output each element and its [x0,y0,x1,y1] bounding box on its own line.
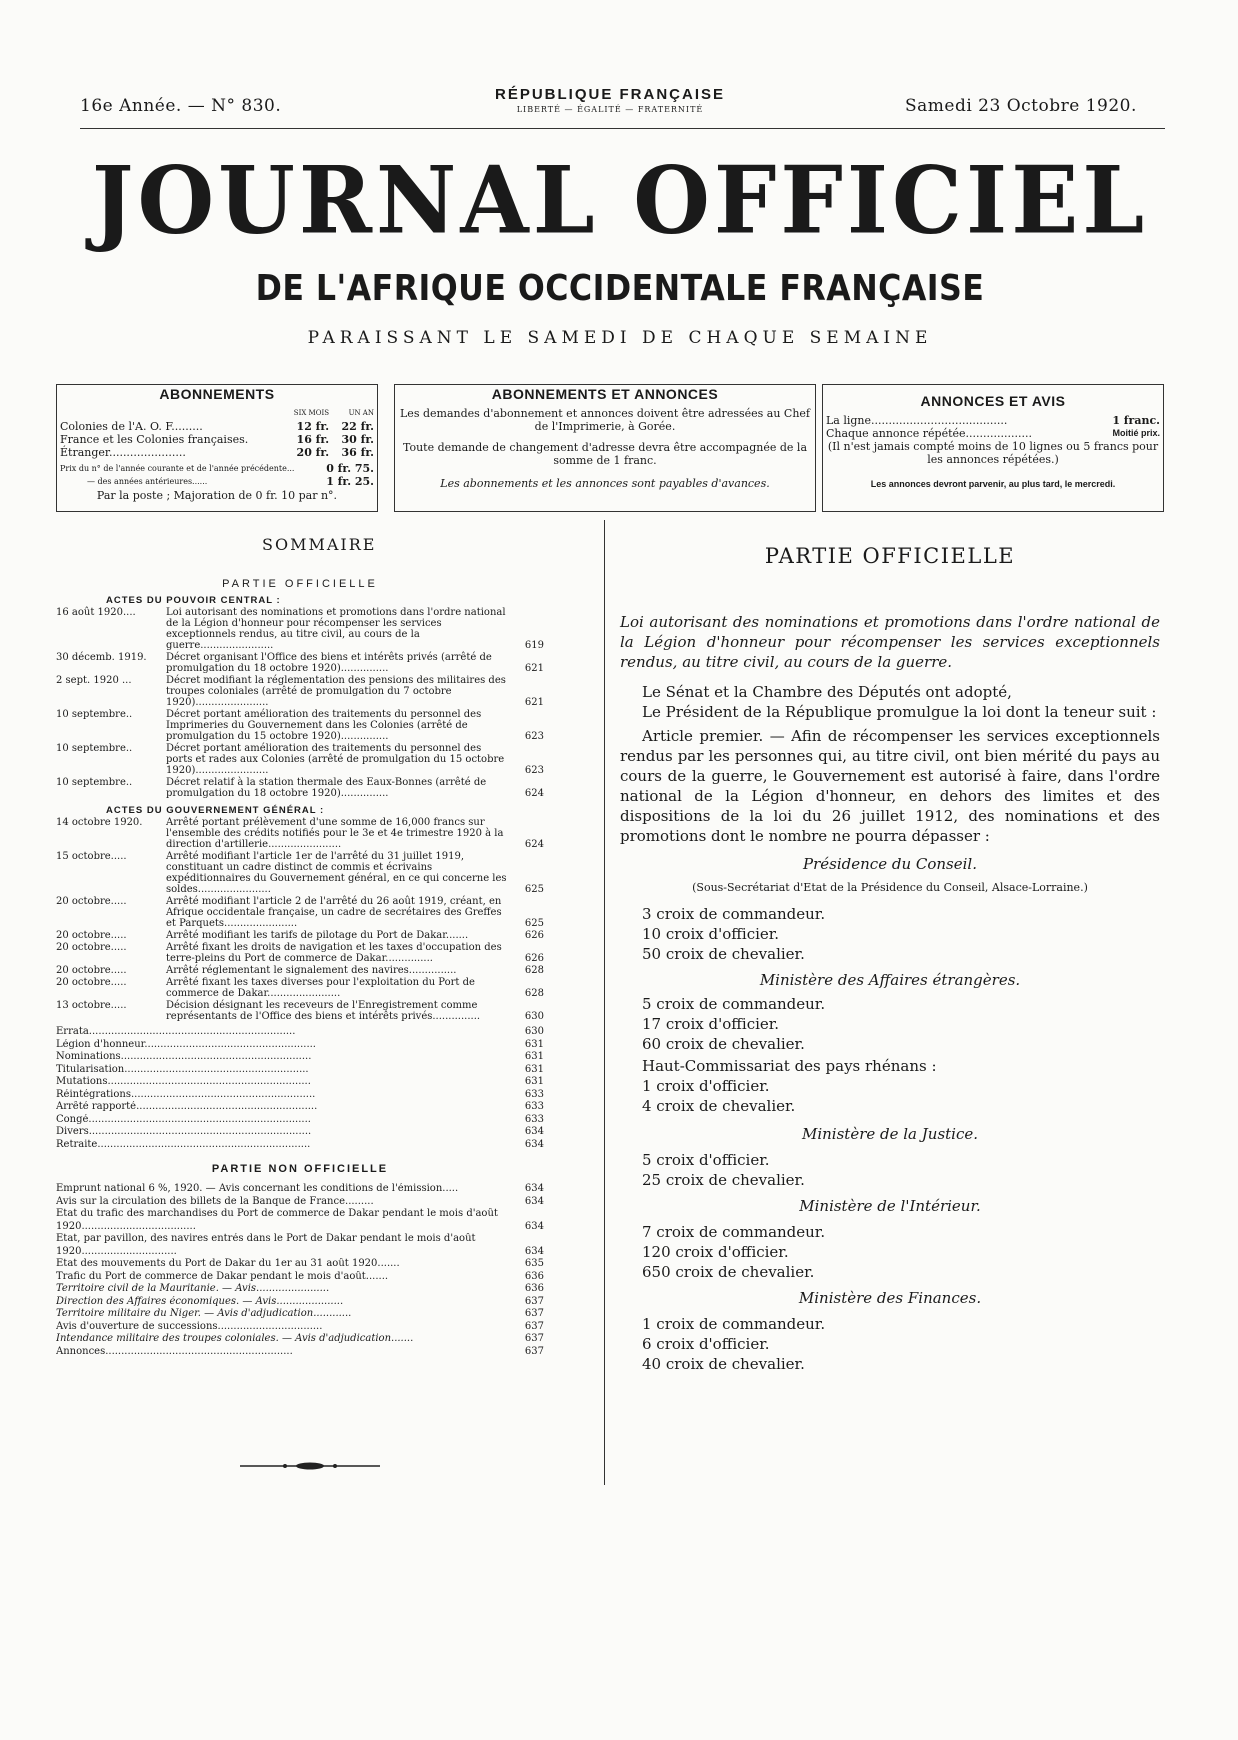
affaires-croix-list [620,994,1160,1054]
abonnements-annonces-box [394,384,816,512]
croix-item: 1 croix de commandeur. [642,1315,826,1333]
croix-item: 17 croix d'officier. [642,1015,780,1033]
rubrique-page: 637 [524,1308,544,1319]
sommaire-entry [56,851,544,895]
justice-croix-list [620,1150,1160,1190]
tarif-row: Étranger...................... 20 fr. 36 fr. [60,446,374,459]
delai-note: Les annonces devront parvenir, au plus tard, le mercredi. [870,479,1116,489]
sommaire-entry [56,977,544,999]
croix-item: 50 croix de chevalier. [642,945,805,963]
affaires-etrangeres-heading: Ministère des Affaires étrangères. [759,971,1021,989]
tarif-row: France et les Colonies françaises. 16 fr. 30 fr. [60,433,374,446]
rubrique-page: 633 [524,1088,544,1100]
entry-date: 20 octobre..... [56,977,127,988]
rubrique-text: Etat, par pavillon, des navires entrés dans le Port de Dakar pendant le mois d'août 1920.............................. [56,1233,476,1257]
sommaire-rubrique [56,1101,544,1114]
col-un-an: UN AN [348,409,374,417]
presidence-heading: Présidence du Conseil. [803,855,977,873]
sommaire-rubrique [56,1208,544,1233]
abonnements-annonces-heading: ABONNEMENTS ET ANNONCES [491,386,719,402]
entry-page: 628 [524,965,544,976]
entry-date: 10 septembre.. [56,743,133,754]
rubrique-text: Territoire civil de la Mauritanie. — Avis....................... [56,1283,330,1294]
entry-text: Loi autorisant des nominations et promotions dans l'ordre national de la Légion d'honneur pour récompenser les services exceptionnels rendus, au titre civil, au cours de la guerre....................... [166,607,506,651]
rubrique-page: 631 [524,1076,544,1087]
article-premier: Article premier. — Afin de récompenser les services exceptionnels rendus par les personnes qui, au titre civil, ont bien mérité du pays au cours de la guerre, le Gouvernement est autorisé à faire, dans l'ordre national de la Légion d'honneur, en dehors des limites et des dispositions de la loi du 26 juillet 1912, des nominations et des promotions dont le nombre ne pourra dépasser : [620,727,1160,845]
croix-item: 5 croix d'officier. [642,1151,770,1169]
rubrique-page: 637 [524,1295,544,1307]
entry-date: 20 octobre..... [56,930,127,941]
sommaire-rubrique [56,1076,544,1089]
journal-subtitle: DE L'AFRIQUE OCCIDENTALE FRANÇAISE [255,268,985,309]
rubrique-text: Divers...................................................................... [56,1126,312,1137]
finances-croix-list [620,1314,1160,1374]
loi-title: Loi autorisant des nominations et promotions dans l'ordre national de la Légion d'honneur pour récompenser les services exceptionnels rendus, au titre civil, au cours de la guerre. [620,613,1160,671]
actes-central-heading: ACTES DU POUVOIR CENTRAL : [106,595,281,606]
sommaire-rubrique [56,1196,544,1209]
entry-date: 20 octobre..... [56,942,127,953]
central-list [56,607,544,799]
rubrique-text: Intendance militaire des troupes coloniales. — Avis d'adjudication....... [56,1333,414,1344]
entry-page: 624 [524,788,544,799]
partie-officielle-title: PARTIE OFFICIELLE [764,544,1016,568]
sommaire-entry [56,965,544,976]
entry-date: 10 septembre.. [56,777,133,788]
rubrique-page: 634 [524,1183,544,1194]
prix-table [57,462,377,488]
ligne-value: 1 franc. [1112,414,1160,427]
rubrique-page: 635 [524,1258,544,1269]
rubrique-text: Annonces........................................................... [56,1345,293,1357]
presidence-croix-list [620,904,1160,964]
sommaire-entry [56,942,544,964]
loi-text-block [620,612,1160,1374]
sommaire-rubrique [56,1064,544,1077]
sommaire-title: SOMMAIRE [262,535,377,554]
croix-item: 4 croix de chevalier. [642,1097,796,1115]
croix-item: 7 croix de commandeur. [642,1223,826,1241]
entry-text: Décret organisant l'Office des biens et intérêts privés (arrêté de promulgation du 18 octobre 1920)............... [166,652,492,674]
abonnements-heading: ABONNEMENTS [159,386,275,402]
rubrique-text: Retraite................................................................... [56,1138,311,1150]
croix-item: 5 croix de commandeur. [642,995,826,1013]
entry-text: Arrêté fixant les droits de navigation et les taxes d'occupation des terre-pleins du Port de commerce de Dakar............... [166,942,502,964]
issue-date: Samedi 23 Octobre 1920. [905,96,1137,116]
sommaire-rubrique [56,1026,544,1039]
prix-anterieur-label: — des années antérieures...... [87,477,208,486]
rubrique-page: 634 [524,1126,544,1137]
croix-item: 10 croix d'officier. [642,925,780,943]
repetee-value: Moitié prix. [1112,428,1160,438]
actes-general-heading: ACTES DU GOUVERNEMENT GÉNÉRAL : [106,805,325,816]
entry-page: 623 [524,765,544,776]
rubrique-text: Direction des Affaires économiques. — Avis..................... [56,1295,344,1307]
entry-date: 20 octobre..... [56,965,127,976]
rubrique-text: Trafic du Port de commerce de Dakar pendant le mois d'août....... [56,1270,389,1282]
sous-secretariat-heading: (Sous-Secrétariat d'Etat de la Présidence du Conseil, Alsace-Lorraine.) [692,881,1088,894]
header-rule [80,128,1165,129]
entry-text: Décret portant amélioration des traitements du personnel des Imprimeries du Gouvernement dans les Colonies (arrêté de promulgation du 15 octobre 1920)............... [166,709,482,742]
changement-adresse-text: Toute demande de changement d'adresse devra être accompagnée de la somme de 1 franc. [402,441,808,467]
entry-text: Décret modifiant la réglementation des pensions des militaires des troupes coloniales (arrêté de promulgation du 7 octobre 1920)....................... [166,675,506,708]
rubrique-page: 634 [524,1245,544,1257]
entry-date: 10 septembre.. [56,709,133,720]
annonces-avis-heading: ANNONCES ET AVIS [920,393,1066,409]
entry-date: 14 octobre 1920. [56,817,143,828]
rubrique-page: 634 [524,1220,544,1232]
entry-page: 621 [524,663,544,674]
rubrique-page: 633 [524,1101,544,1112]
abonnements-box [56,384,378,512]
col-six-mois: SIX MOIS [293,409,330,417]
croix-item: 120 croix d'officier. [642,1243,789,1261]
sommaire-rubrique [56,1039,544,1052]
republique-label: RÉPUBLIQUE FRANÇAISE [494,86,725,103]
prix-courant-value: 0 fr. 75. [326,462,374,475]
annonces-avis-box [822,384,1164,512]
sommaire-entry [56,709,544,742]
croix-item: 6 croix d'officier. [642,1335,770,1353]
rubrique-text: Titularisation.......................................................... [56,1063,309,1075]
annonces-tarif-table [823,414,1163,440]
entry-page: 628 [524,988,544,999]
rubrique-text: Légion d'honneur...................................................... [56,1038,316,1050]
entry-page: 624 [524,839,544,850]
rubrique-text: Errata................................................................. [56,1026,296,1037]
adresse-text: Les demandes d'abonnement et annonces doivent être adressées au Chef de l'Imprimerie, à Gorée. [400,407,810,433]
rubriques-list [56,1026,544,1151]
rubrique-text: Mutations................................................................ [56,1076,311,1087]
interieur-croix-list [620,1222,1160,1282]
entry-text: Arrêté fixant les taxes diverses pour l'exploitation du Port de commerce de Dakar....................... [166,977,475,999]
sommaire-rubrique [56,1183,544,1196]
ligne-label: La ligne....................................... [826,414,1008,427]
republique-block [450,86,770,114]
rubrique-page: 637 [524,1333,544,1344]
sommaire-entry [56,743,544,776]
non-officielle-list [56,1183,544,1358]
sommaire-entry [56,777,544,799]
sommaire-entry [56,896,544,929]
sommaire-entry [56,675,544,708]
entry-page: 621 [524,697,544,708]
prix-courant-label: Prix du n° de l'année courante et de l'année précédente... [60,464,295,473]
rubrique-page: 634 [524,1138,544,1150]
justice-heading: Ministère de la Justice. [801,1125,979,1143]
entry-text: Arrêté modifiant l'article 1er de l'arrêté du 31 juillet 1919, constituant un cadre distinct de commis et écrivains expéditionnaires du Gouvernement général, en ce qui concerne les soldes....................... [166,851,507,895]
sommaire-rubrique [56,1089,544,1102]
sommaire-entry [56,817,544,850]
entry-text: Arrêté réglementant le signalement des navires............... [166,965,457,976]
rubrique-page: 631 [524,1051,544,1062]
croix-item: 3 croix de commandeur. [642,905,826,923]
poste-note: Par la poste ; Majoration de 0 fr. 10 par n°. [96,489,338,502]
entry-page: 625 [524,884,544,895]
rubrique-text: Arrêté rapporté......................................................... [56,1101,318,1112]
entry-text: Décision désignant les receveurs de l'Enregistrement comme représentants de l'Office des biens et intérêts privés............... [166,1000,481,1022]
entry-date: 16 août 1920.... [56,607,136,618]
sommaire-entry [56,607,544,651]
sommaire-rubrique [56,1114,544,1127]
entry-date: 15 octobre..... [56,851,127,862]
rubrique-text: Emprunt national 6 %, 1920. — Avis concernant les conditions de l'émission..... [56,1183,459,1194]
finances-heading: Ministère des Finances. [798,1289,982,1307]
entry-page: 630 [524,1011,544,1022]
rubrique-text: Nominations............................................................ [56,1051,312,1062]
croix-item: 60 croix de chevalier. [642,1035,805,1053]
sommaire-rubrique [56,1333,544,1346]
entry-page: 619 [524,640,544,651]
entry-page: 623 [524,731,544,742]
entry-text: Arrêté portant prélèvement d'une somme de 16,000 francs sur l'ensemble des crédits notifiés pour le 3e et 4e trimestre 1920 à la direction d'artillerie....................... [166,817,504,850]
entry-date: 13 octobre..... [56,1000,127,1011]
issue-number: 16e Année. — N° 830. [80,96,282,116]
rubrique-text: Avis sur la circulation des billets de la Banque de France......... [56,1195,374,1207]
entry-page: 626 [524,930,544,941]
sommaire-column [56,578,544,1358]
rubrique-page: 631 [524,1038,544,1050]
journal-title: JOURNAL OFFICIEL [91,145,1149,255]
payables-text: Les abonnements et les annonces sont payables d'avances. [440,477,770,490]
sommaire-rubrique [56,1051,544,1064]
general-list [56,817,544,1022]
sommaire-entry [56,1000,544,1022]
rubrique-page: 630 [524,1026,544,1037]
adopte-text: Le Sénat et la Chambre des Députés ont adopté, [642,683,1012,701]
parution-line: PARAISSANT LE SAMEDI DE CHAQUE SEMAINE [307,328,933,348]
sommaire-rubrique [56,1283,544,1296]
entry-page: 625 [524,918,544,929]
sommaire-entry [56,930,544,941]
sommaire-rubrique [56,1321,544,1334]
sommaire-entry [56,652,544,674]
sommaire-rubrique [56,1308,544,1321]
rubrique-page: 633 [524,1113,544,1125]
rubrique-page: 636 [524,1270,544,1282]
sommaire-rubrique [56,1258,544,1271]
croix-item: 650 croix de chevalier. [642,1263,815,1281]
rubrique-text: Avis d'ouverture de successions................................. [56,1320,323,1332]
repetee-label: Chaque annonce répétée................... [826,427,1032,440]
rubrique-text: Etat des mouvements du Port de Dakar du 1er au 31 août 1920....... [56,1258,400,1269]
sommaire-rubrique [56,1346,544,1359]
rubrique-page: 631 [524,1063,544,1075]
devise-label: LIBERTÉ — ÉGALITÉ — FRATERNITÉ [516,105,704,114]
haut-commissariat-heading: Haut-Commissariat des pays rhénans : [642,1057,937,1075]
rubrique-page: 637 [524,1345,544,1357]
rubrique-text: Etat du trafic des marchandises du Port de commerce de Dakar pendant le mois d'août 1920.................................... [56,1208,498,1232]
rubrique-text: Territoire militaire du Niger. — Avis d'adjudication............ [56,1308,352,1319]
interieur-heading: Ministère de l'Intérieur. [799,1197,981,1215]
tarif-row: Colonies de l'A. O. F......... 12 fr. 22 fr. [60,420,374,433]
entry-text: Décret relatif à la station thermale des Eaux-Bonnes (arrêté de promulgation du 18 octobre 1920)............... [166,777,487,799]
promulgue-text: Le Président de la République promulgue la loi dont la teneur suit : [642,703,1157,721]
croix-item: 25 croix de chevalier. [642,1171,805,1189]
entry-text: Arrêté modifiant les tarifs de pilotage du Port de Dakar....... [166,930,469,941]
sommaire-rubrique [56,1233,544,1258]
ornament-divider [240,1462,380,1470]
sommaire-rubrique [56,1126,544,1139]
column-divider [604,520,605,1485]
rubrique-page: 634 [524,1195,544,1207]
entry-date: 30 décemb. 1919. [56,652,147,663]
haut-croix-list [620,1076,1160,1116]
rubrique-text: Congé...................................................................... [56,1113,311,1125]
croix-item: 1 croix d'officier. [642,1077,770,1095]
sommaire-rubrique [56,1296,544,1309]
partie-officielle-heading: PARTIE OFFICIELLE [222,578,378,590]
entry-text: Arrêté modifiant l'article 2 de l'arrêté du 26 août 1919, créant, en Afrique occidentale française, un cadre de secrétaires des Greffes et Parquets....................... [166,896,502,929]
entry-date: 20 octobre..... [56,896,127,907]
partie-non-officielle-heading: PARTIE NON OFFICIELLE [211,1163,389,1175]
minimum-note: (Il n'est jamais compté moins de 10 lignes ou 5 francs pour les annonces répétées.) [827,440,1159,466]
entry-date: 2 sept. 1920 ... [56,675,132,686]
rubrique-text: Réintégrations.......................................................... [56,1088,316,1100]
croix-item: 40 croix de chevalier. [642,1355,805,1373]
sommaire-rubrique [56,1271,544,1284]
prix-anterieur-value: 1 fr. 25. [326,475,374,488]
sommaire-rubrique [56,1139,544,1152]
entry-text: Décret portant amélioration des traitements du personnel des ports et rades aux Colonies (arrêté de promulgation du 15 octobre 1920)....................... [166,743,505,776]
rubrique-page: 637 [524,1320,544,1332]
rubrique-page: 636 [524,1283,544,1294]
entry-page: 626 [524,953,544,964]
abonnements-table [57,407,377,459]
